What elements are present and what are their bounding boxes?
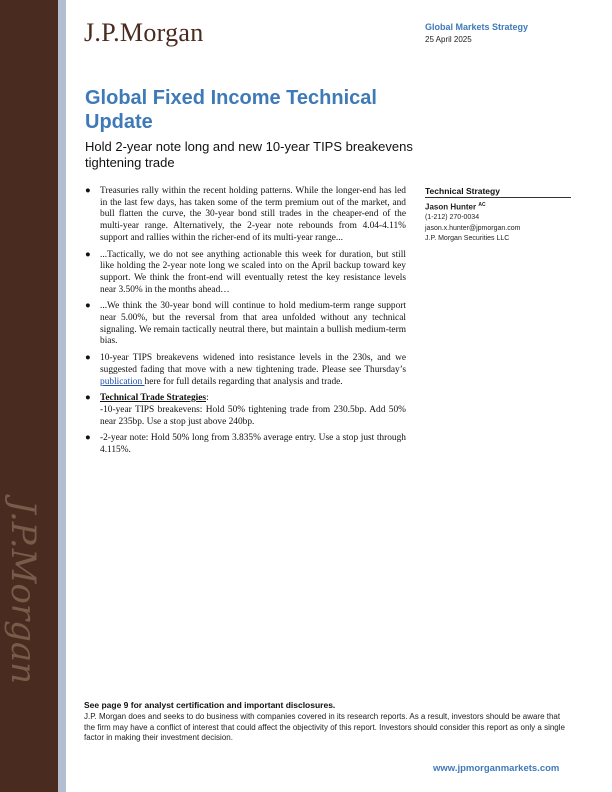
list-item: ● 10-year TIPS breakevens widened into resistance levels in the 230s, and we suggested fading that move with a new tightening trade. Please see Thursday’s publication here for full details regarding that analysis and trade. <box>85 353 406 387</box>
publication-link[interactable]: publication <box>100 376 145 387</box>
analyst-firm: J.P. Morgan Securities LLC <box>425 235 510 243</box>
sidebar-stripe <box>58 0 66 792</box>
list-item: ● ...We think the 30-year bond will continue to hold medium-term range support near 5.00%, but the reversal from that area unfolded without any technical signaling. We remain tactically neutral there, but maintain a bullish medium-term bias. <box>85 301 406 347</box>
sidebar-script-logo: J.P.Morgan <box>3 500 43 685</box>
analyst-name: Jason Hunter $^{AC}$ <box>425 202 486 212</box>
disclosure-heading: See page 9 for analyst certification and important disclosures. <box>84 700 336 710</box>
bullet-icon: ● <box>85 301 91 312</box>
sidebar-heading: Technical Strategy <box>425 186 571 198</box>
list-item: ● -2-year note: Hold 50% long from 3.835% average entry. Use a stop just through 4.115%. <box>85 433 406 456</box>
page-title: Global Fixed Income Technical Update <box>85 87 377 133</box>
jpmorgan-logo: J.P.Morgan <box>84 18 204 47</box>
strategies-heading: Technical Trade Strategies <box>100 393 207 404</box>
header-info <box>425 22 528 44</box>
strategy-line: -10-year TIPS breakevens: Hold 50% tightening trade from 230.5bp. Add 50% near 235bp. Use a stop just above 240bp. <box>100 404 406 427</box>
bullet-icon: ● <box>85 249 91 260</box>
page-subtitle: Hold 2-year note long and new 10-year TIPS breakevens tightening trade <box>85 139 413 170</box>
website-link[interactable]: www.jpmorganmarkets.com <box>433 763 560 774</box>
strategy-label: Global Markets Strategy <box>425 22 529 32</box>
list-item: ● Technical Trade Strategies: -10-year TIPS breakevens: Hold 50% tightening trade from 230.5bp. Add 50% near 235bp. Use a stop just above 240bp. <box>85 393 406 427</box>
report-date: 25 April 2025 <box>425 35 472 44</box>
bullet-icon: ● <box>85 353 91 364</box>
bullet-icon: ● <box>85 393 91 404</box>
analyst-phone: (1-212) 270-0034 <box>425 214 480 222</box>
analyst-email[interactable]: jason.x.hunter@jpmorgan.com <box>425 224 521 232</box>
bullet-icon: ● <box>85 433 91 444</box>
list-item: ● Treasuries rally within the recent holding patterns. While the longer-end has led in the last few days, has taken some of the term premium out of the market, and bull flatten the curve, the 30-year bond still trades in the cheaper-end of the multi-year range. Alternatively, the 2-year note rebounds from 4.04-4.11% support and rallies within the richer-end of its multi-year range... <box>85 186 406 243</box>
bullet-icon: ● <box>85 186 91 196</box>
list-item: ● ...Tactically, we do not see anything actionable this week for duration, but still like holding the 2-year note long we scaled into on the April backup toward key support. We think the front-end will eventually retest the key resistance levels near 3.50% in the months ahead… <box>85 249 406 295</box>
disclosure-footer <box>84 700 572 744</box>
disclosure-text: J.P. Morgan does and seeks to do business with companies covered in its research reports. As a result, investors should be aware that the firm may have a conflict of interest that could affect the objectivity of this report. Investors should consider this report as only a single factor in making their investment decision. <box>84 712 565 742</box>
analyst-info <box>425 200 520 245</box>
bullet-list <box>84 186 406 462</box>
